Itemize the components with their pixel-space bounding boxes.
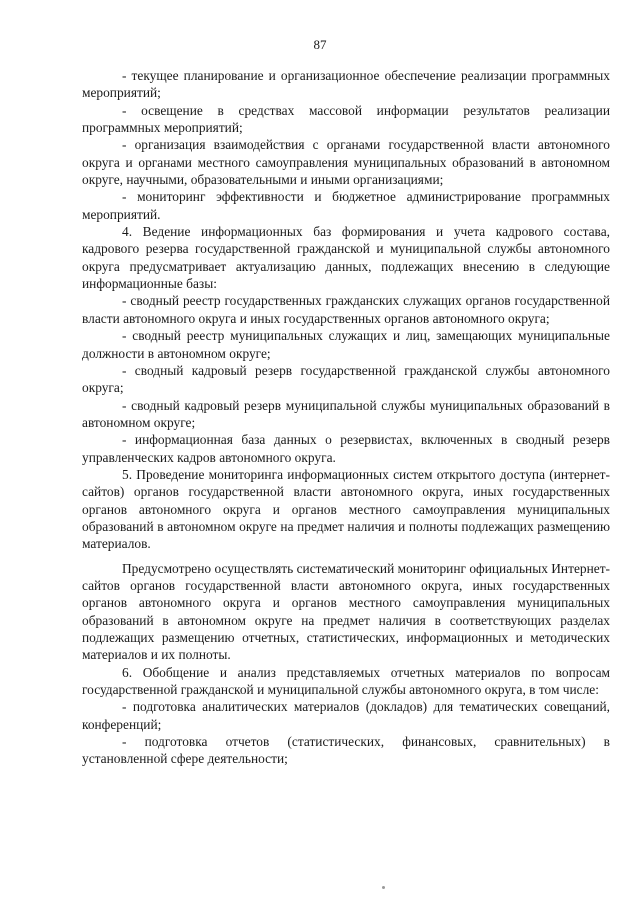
section-6-heading: 6. Обобщение и анализ представляемых отчетных материалов по вопросам государственной гражданской и муниципальной службы автономного округа, в том числе:: [82, 664, 610, 698]
document-body: [82, 67, 610, 768]
list-item-media-coverage: - освещение в средствах массовой информации результатов реализации программных мероприятий;: [82, 102, 610, 136]
list-item-state-registry: - сводный реестр государственных гражданских служащих органов государственной власти автономного округа и иных государственных органов автономного округа;: [82, 293, 610, 326]
paragraph-monitoring-sites: Предусмотрено осуществлять систематический мониторинг официальных Интернет-сайтов органов государственной власти автономного округа, иных государственных органов автономного округа и органов местного самоуправления муниципальных образований в автономном округе на предмет наличия в соответствующих разделах подлежащих размещению отчетных, статистических, информационных и методических материалов и их полноты.: [82, 560, 611, 663]
list-item-interaction: - организация взаимодействия с органами государственной власти автономного округа и органами местного самоуправления муниципальных образований в автономном округе, научными, образовательными и иными организациями;: [82, 137, 610, 188]
list-item-municipal-reserve: - сводный кадровый резерв муниципальной службы муниципальных образований в автономном округе;: [82, 397, 610, 430]
scan-speck: [382, 886, 385, 889]
list-item-reports: - подготовка отчетов (статистических, финансовых, сравнительных) в установленной сфере деятельности;: [82, 734, 610, 767]
list-item-state-reserve: - сводный кадровый резерв государственной гражданской службы автономного округа;: [82, 362, 610, 396]
section-5-heading: 5. Проведение мониторинга информационных систем открытого доступа (интернет-сайтов) органов государственной власти автономного округа, иных государственных органов автономного округа и органов местного самоуправления муниципальных образований в автономном округе на предмет наличия и полноты подлежащих размещению материалов.: [82, 466, 610, 552]
list-item-planning: - текущее планирование и организационное обеспечение реализации программных мероприятий;: [82, 68, 610, 101]
list-item-municipal-registry: - сводный реестр муниципальных служащих и лиц, замещающих муниципальные должности в автономном округе;: [82, 328, 610, 361]
page-number: 87: [313, 37, 327, 52]
list-item-analytical-materials: - подготовка аналитических материалов (докладов) для тематических совещаний, конференций;: [82, 699, 610, 732]
section-4-heading: 4. Ведение информационных баз формирования и учета кадрового состава, кадрового резерва государственной гражданской и муниципальной службы автономного округа предусматривает актуализацию данных, подлежащих внесению в следующие информационные базы:: [82, 224, 610, 292]
list-item-monitoring: - мониторинг эффективности и бюджетное администрирование программных мероприятий.: [82, 189, 610, 222]
list-item-reservists-database: - информационная база данных о резервистах, включенных в сводный резерв управленческих кадров автономного округа.: [82, 432, 610, 465]
